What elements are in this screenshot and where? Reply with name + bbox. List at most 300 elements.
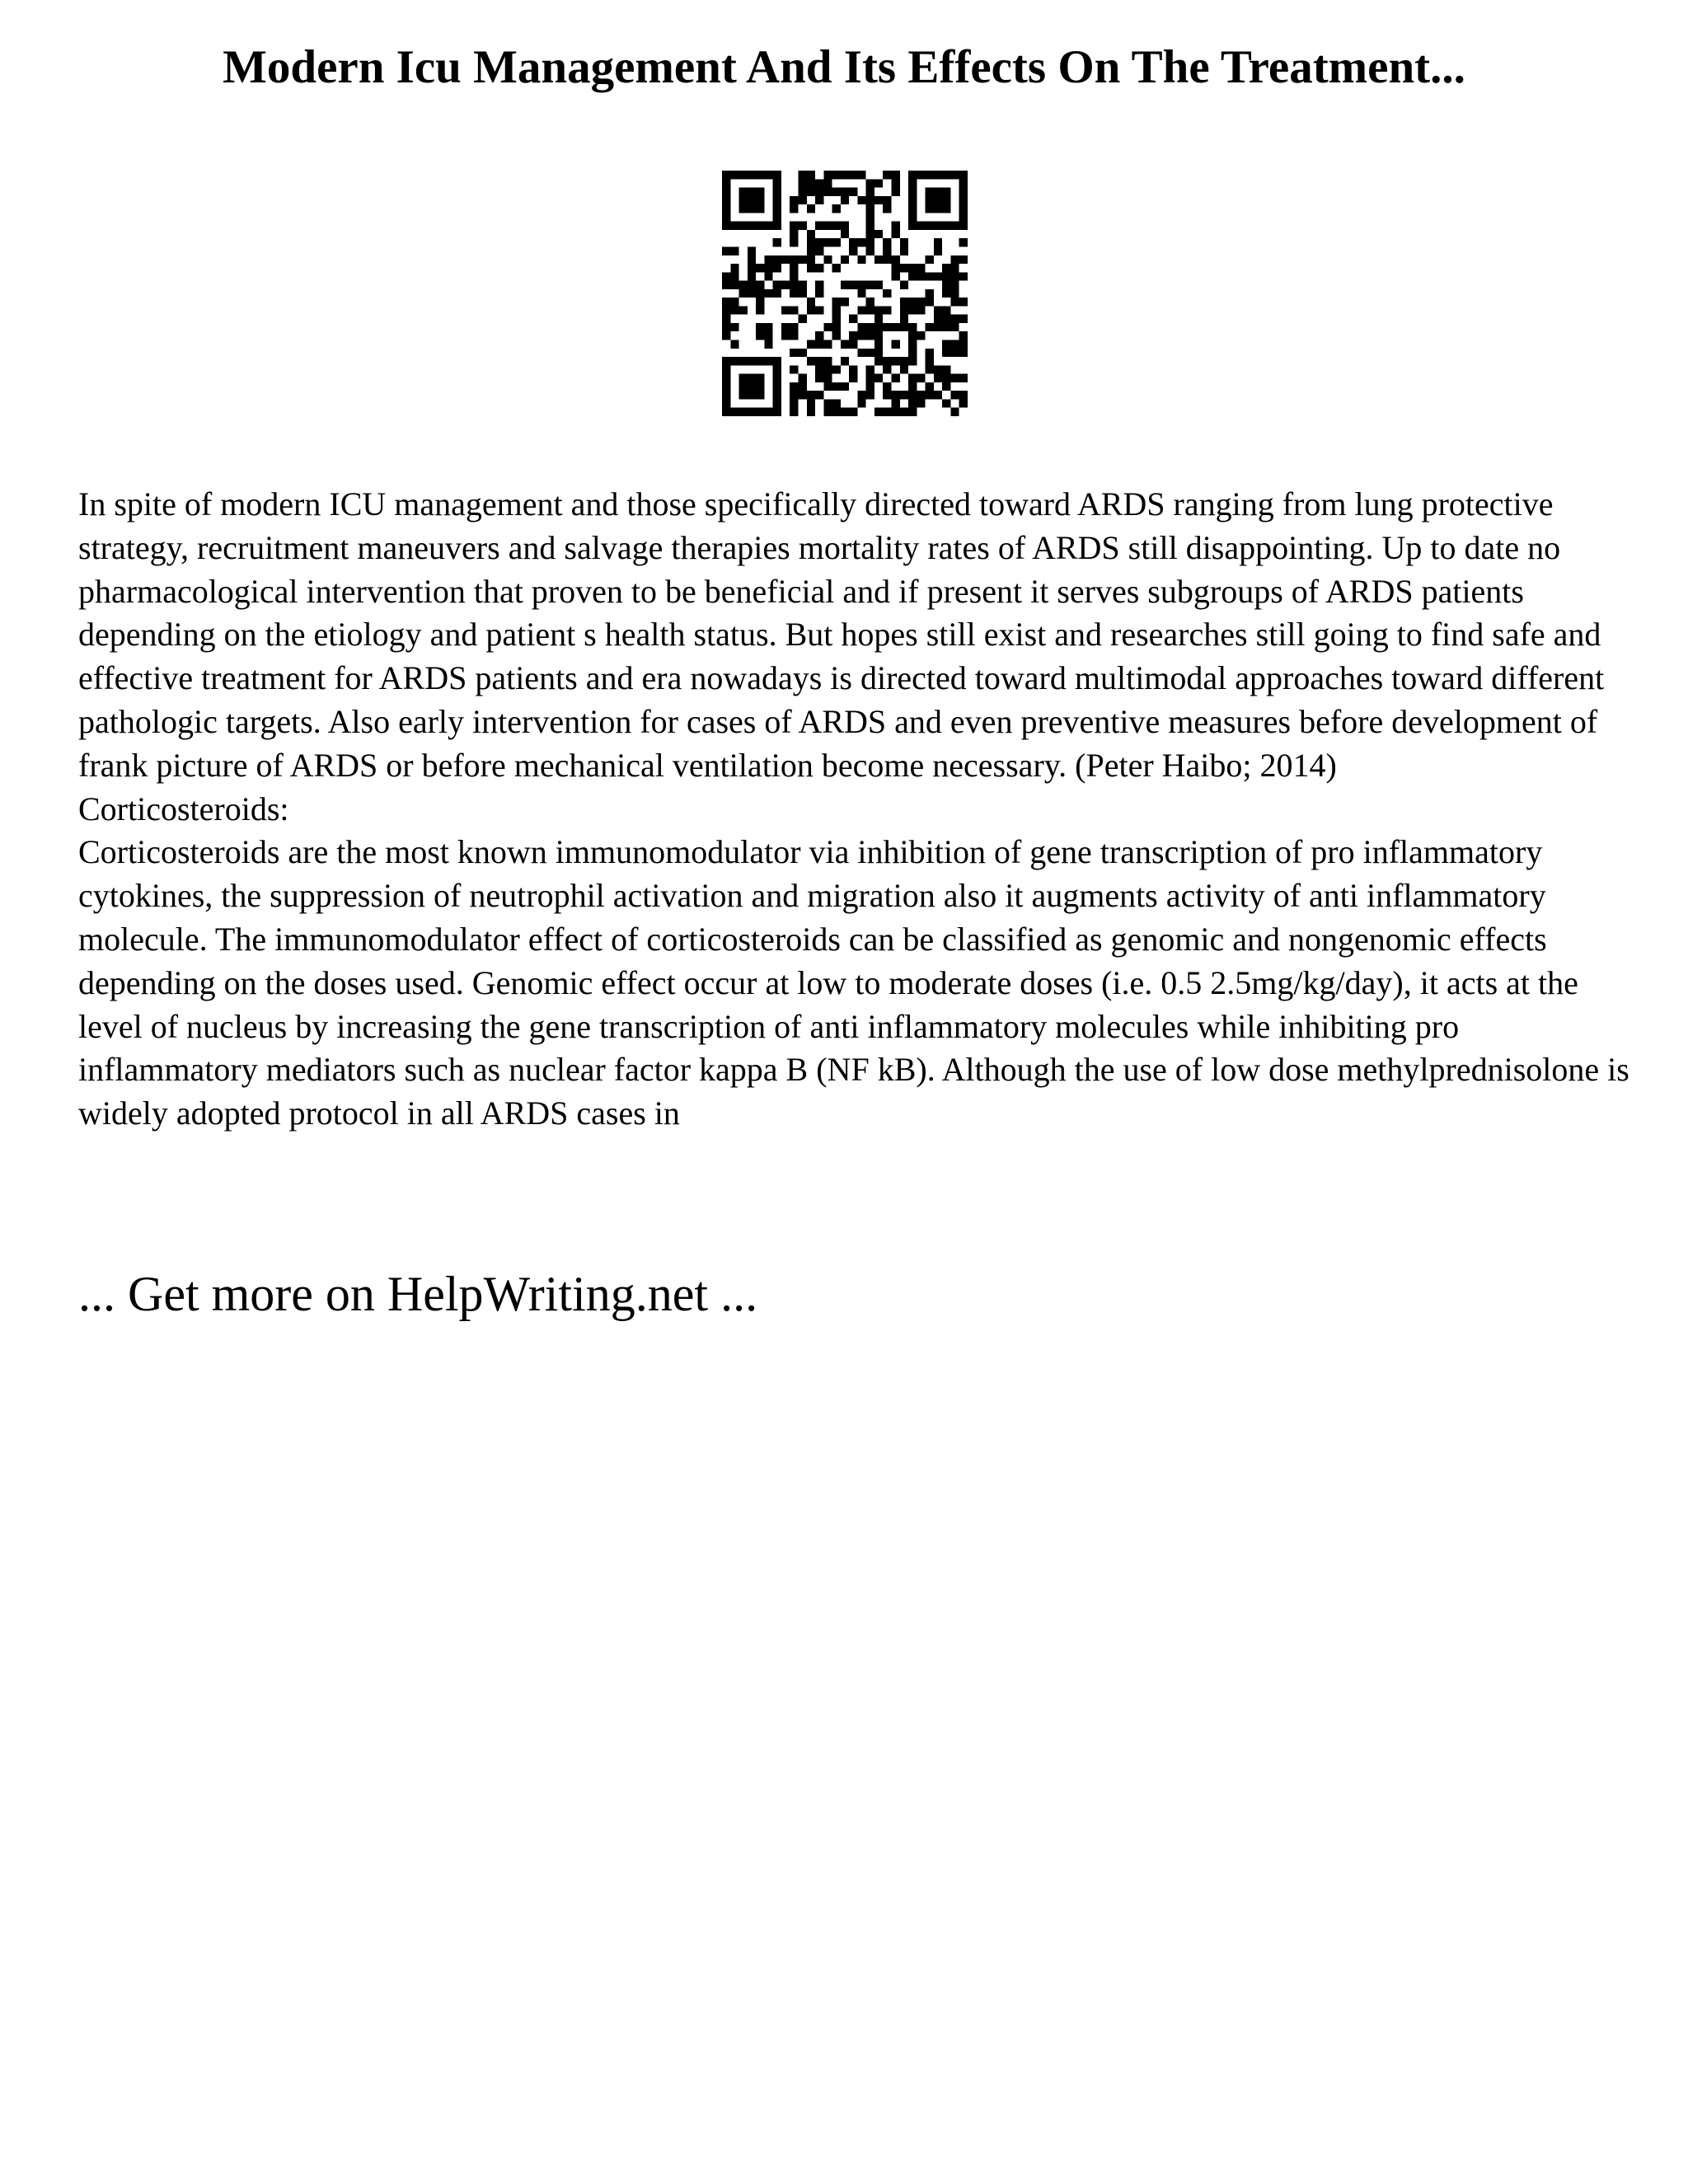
qr-module — [959, 298, 968, 306]
qr-module — [926, 349, 934, 357]
qr-module — [866, 179, 874, 187]
qr-module — [748, 196, 756, 204]
qr-code — [722, 171, 968, 416]
qr-module — [790, 399, 798, 407]
qr-module — [823, 222, 832, 230]
qr-module — [748, 357, 756, 365]
section-heading-corticosteroids: Corticosteroids: — [78, 790, 289, 827]
qr-module — [950, 298, 959, 306]
qr-module — [823, 238, 832, 246]
qr-module — [832, 204, 841, 213]
qr-module — [722, 281, 730, 289]
qr-module — [722, 306, 730, 314]
qr-module — [883, 365, 891, 373]
qr-module — [917, 399, 925, 407]
qr-module — [849, 340, 857, 349]
qr-module — [798, 315, 806, 323]
qr-module — [874, 179, 883, 187]
qr-module — [815, 196, 823, 204]
qr-module — [917, 298, 925, 306]
qr-module — [790, 323, 798, 331]
qr-module — [942, 374, 950, 382]
qr-module — [722, 331, 730, 340]
qr-module — [849, 365, 857, 373]
qr-module — [950, 323, 959, 331]
qr-module — [798, 382, 806, 391]
qr-module — [900, 365, 908, 373]
qr-module — [815, 306, 823, 314]
qr-module — [841, 281, 849, 289]
qr-module — [815, 281, 823, 289]
qr-module — [748, 222, 756, 230]
qr-module — [722, 382, 730, 391]
qr-module — [926, 196, 934, 204]
qr-module — [849, 238, 857, 246]
qr-module — [857, 323, 865, 331]
qr-module — [892, 340, 900, 349]
qr-module — [942, 272, 950, 280]
qr-module — [934, 238, 942, 246]
qr-module — [764, 331, 772, 340]
qr-module — [892, 357, 900, 365]
qr-module — [959, 340, 968, 349]
qr-module — [815, 238, 823, 246]
qr-module — [917, 391, 925, 399]
qr-module — [950, 408, 959, 416]
qr-module — [748, 281, 756, 289]
qr-module — [832, 399, 841, 407]
qr-module — [756, 408, 764, 416]
qr-module — [908, 222, 917, 230]
qr-module — [730, 408, 738, 416]
get-more-link[interactable]: ... Get more on HelpWriting.net ... — [78, 1267, 758, 1321]
qr-module — [934, 306, 942, 314]
qr-module — [908, 399, 917, 407]
qr-module — [908, 323, 917, 331]
qr-module — [807, 264, 815, 272]
qr-module — [807, 255, 815, 264]
qr-module — [739, 188, 748, 196]
qr-module — [942, 340, 950, 349]
qr-module — [722, 374, 730, 382]
qr-module — [798, 196, 806, 204]
qr-module — [756, 357, 764, 365]
qr-module — [883, 204, 891, 213]
qr-module — [942, 204, 950, 213]
qr-module — [950, 171, 959, 179]
qr-module — [866, 349, 874, 357]
qr-module — [908, 179, 917, 187]
qr-module — [807, 188, 815, 196]
qr-module — [823, 323, 832, 331]
qr-module — [959, 331, 968, 340]
qr-module — [959, 374, 968, 382]
qr-module — [959, 188, 968, 196]
qr-module — [823, 171, 832, 179]
qr-module — [807, 306, 815, 314]
qr-module — [849, 374, 857, 382]
qr-module — [722, 213, 730, 221]
qr-module — [832, 171, 841, 179]
qr-module — [866, 374, 874, 382]
qr-module — [807, 298, 815, 306]
qr-module — [832, 408, 841, 416]
qr-module — [823, 340, 832, 349]
qr-module — [756, 306, 764, 314]
qr-module — [815, 289, 823, 298]
qr-module — [730, 171, 738, 179]
qr-module — [823, 255, 832, 264]
qr-module — [756, 298, 764, 306]
qr-module — [739, 281, 748, 289]
qr-module — [798, 281, 806, 289]
qr-module — [892, 230, 900, 238]
qr-module — [739, 171, 748, 179]
qr-module — [942, 306, 950, 314]
qr-module — [883, 289, 891, 298]
qr-module — [815, 331, 823, 340]
qr-module — [900, 281, 908, 289]
qr-module — [866, 323, 874, 331]
qr-module — [892, 188, 900, 196]
qr-module — [900, 264, 908, 272]
qr-module — [823, 399, 832, 407]
qr-module — [841, 382, 849, 391]
qr-module — [934, 272, 942, 280]
qr-module — [773, 196, 781, 204]
qr-module — [790, 349, 798, 357]
qr-module — [807, 230, 815, 238]
qr-module — [917, 374, 925, 382]
qr-module — [739, 222, 748, 230]
qr-module — [722, 188, 730, 196]
qr-module — [892, 264, 900, 272]
qr-module — [773, 255, 781, 264]
qr-module — [874, 349, 883, 357]
qr-module — [823, 179, 832, 187]
qr-module — [883, 357, 891, 365]
qr-module — [756, 289, 764, 298]
qr-module — [857, 399, 865, 407]
qr-module — [815, 188, 823, 196]
qr-module — [773, 382, 781, 391]
qr-module — [781, 323, 790, 331]
qr-module — [832, 298, 841, 306]
qr-module — [730, 264, 738, 272]
qr-module — [798, 391, 806, 399]
qr-module — [892, 255, 900, 264]
qr-module — [790, 264, 798, 272]
qr-module — [950, 281, 959, 289]
qr-module — [773, 264, 781, 272]
qr-module — [722, 204, 730, 213]
qr-module — [908, 264, 917, 272]
qr-module — [926, 298, 934, 306]
qr-module — [756, 188, 764, 196]
qr-module — [959, 196, 968, 204]
qr-module — [739, 204, 748, 213]
qr-module — [942, 171, 950, 179]
qr-module — [722, 357, 730, 365]
qr-module — [748, 289, 756, 298]
qr-module — [866, 196, 874, 204]
qr-module — [883, 382, 891, 391]
qr-module — [892, 391, 900, 399]
qr-module — [748, 204, 756, 213]
qr-module — [866, 222, 874, 230]
qr-module — [815, 374, 823, 382]
qr-module — [934, 315, 942, 323]
qr-module — [917, 272, 925, 280]
qr-module — [908, 204, 917, 213]
qr-module — [866, 188, 874, 196]
qr-module — [756, 171, 764, 179]
qr-module — [849, 171, 857, 179]
qr-module — [942, 399, 950, 407]
qr-module — [722, 246, 730, 255]
qr-module — [823, 382, 832, 391]
qr-module — [892, 323, 900, 331]
qr-module — [857, 349, 865, 357]
qr-module — [722, 408, 730, 416]
qr-module — [739, 391, 748, 399]
qr-module — [892, 171, 900, 179]
qr-module — [908, 408, 917, 416]
qr-module — [857, 281, 865, 289]
qr-module — [841, 357, 849, 365]
qr-module — [926, 222, 934, 230]
qr-module — [857, 196, 865, 204]
qr-module — [730, 323, 738, 331]
qr-module — [866, 246, 874, 255]
qr-module — [832, 222, 841, 230]
qr-module — [781, 255, 790, 264]
qr-module — [950, 374, 959, 382]
qr-module — [764, 408, 772, 416]
qr-module — [926, 171, 934, 179]
qr-module — [773, 213, 781, 221]
qr-module — [773, 281, 781, 289]
qr-module — [959, 255, 968, 264]
qr-module — [764, 171, 772, 179]
qr-module — [942, 365, 950, 373]
qr-module — [874, 331, 883, 340]
qr-module — [790, 289, 798, 298]
qr-module — [730, 222, 738, 230]
qr-module — [730, 357, 738, 365]
qr-module — [798, 374, 806, 382]
qr-module — [748, 264, 756, 272]
qr-module — [739, 382, 748, 391]
qr-module — [857, 331, 865, 340]
qr-module — [942, 264, 950, 272]
qr-module — [807, 391, 815, 399]
qr-module — [866, 298, 874, 306]
qr-module — [874, 255, 883, 264]
qr-module — [883, 171, 891, 179]
qr-module — [722, 315, 730, 323]
qr-code-icon — [722, 171, 968, 416]
qr-module — [773, 374, 781, 382]
qr-module — [756, 374, 764, 382]
qr-module — [883, 246, 891, 255]
qr-module — [841, 340, 849, 349]
qr-module — [866, 204, 874, 213]
qr-module — [900, 357, 908, 365]
qr-module — [798, 171, 806, 179]
qr-module — [950, 391, 959, 399]
page-title: Modern Icu Management And Its Effects On The Treatment... — [223, 41, 1465, 93]
qr-module — [756, 323, 764, 331]
qr-module — [790, 306, 798, 314]
qr-module — [874, 374, 883, 382]
qr-module — [790, 331, 798, 340]
qr-module — [790, 204, 798, 213]
qr-module — [781, 281, 790, 289]
qr-module — [764, 272, 772, 280]
qr-module — [748, 171, 756, 179]
qr-module — [892, 222, 900, 230]
qr-module — [815, 340, 823, 349]
qr-module — [857, 391, 865, 399]
qr-module — [798, 349, 806, 357]
qr-module — [908, 188, 917, 196]
qr-module — [798, 188, 806, 196]
qr-module — [790, 222, 798, 230]
qr-module — [883, 408, 891, 416]
paragraph-intro: In spite of modern ICU management and those specifically directed toward ARDS ranging from lung protective strategy, recruitment maneuvers and salvage therapies mortality rates of ARDS still disappointing. Up to date no pharmacological intervention that proven to be beneficial and if present it serves subgroups of ARDS patients depending on the etiology and patient s health status. But hopes still exist and researches still going to find safe and effective treatment for ARDS patients and era nowadays is directed toward multimodal approaches toward different pathologic targets. Also early intervention for cases of ARDS and even preventive measures before development of frank picture of ARDS or before mechanical ventilation become necessary. (Peter Haibo; 2014) — [78, 485, 1605, 784]
qr-module — [917, 222, 925, 230]
qr-module — [908, 213, 917, 221]
qr-module — [934, 365, 942, 373]
qr-module — [866, 365, 874, 373]
qr-module — [730, 281, 738, 289]
qr-module — [815, 391, 823, 399]
qr-module — [908, 196, 917, 204]
qr-module — [756, 196, 764, 204]
qr-module — [857, 171, 865, 179]
qr-module — [892, 179, 900, 187]
qr-module — [773, 399, 781, 407]
qr-module — [917, 306, 925, 314]
qr-module — [874, 408, 883, 416]
qr-module — [883, 255, 891, 264]
qr-module — [934, 222, 942, 230]
qr-module — [764, 289, 772, 298]
qr-module — [764, 340, 772, 349]
qr-module — [849, 315, 857, 323]
qr-module — [764, 222, 772, 230]
qr-module — [874, 357, 883, 365]
qr-module — [790, 408, 798, 416]
qr-module — [773, 171, 781, 179]
qr-module — [739, 306, 748, 314]
qr-module — [730, 272, 738, 280]
qr-module — [892, 374, 900, 382]
qr-module — [917, 264, 925, 272]
qr-module — [832, 331, 841, 340]
qr-module — [849, 408, 857, 416]
qr-module — [790, 365, 798, 373]
qr-module — [959, 204, 968, 213]
qr-module — [934, 374, 942, 382]
qr-module — [841, 298, 849, 306]
qr-module — [756, 281, 764, 289]
qr-module — [815, 246, 823, 255]
qr-module — [841, 171, 849, 179]
qr-module — [756, 391, 764, 399]
qr-module — [908, 357, 917, 365]
qr-module — [857, 238, 865, 246]
qr-module — [815, 264, 823, 272]
qr-module — [748, 255, 756, 264]
qr-module — [730, 306, 738, 314]
qr-module — [832, 264, 841, 272]
qr-module — [959, 171, 968, 179]
qr-module — [892, 399, 900, 407]
qr-module — [807, 340, 815, 349]
qr-module — [950, 255, 959, 264]
qr-module — [773, 408, 781, 416]
qr-module — [832, 306, 841, 314]
qr-module — [857, 289, 865, 298]
qr-module — [959, 391, 968, 399]
qr-module — [900, 408, 908, 416]
qr-module — [841, 408, 849, 416]
qr-module — [781, 306, 790, 314]
qr-module — [739, 408, 748, 416]
qr-module — [908, 391, 917, 399]
qr-module — [722, 196, 730, 204]
qr-module — [823, 188, 832, 196]
qr-module — [722, 399, 730, 407]
qr-module — [730, 298, 738, 306]
qr-module — [815, 179, 823, 187]
qr-module — [773, 357, 781, 365]
qr-module — [892, 272, 900, 280]
qr-module — [773, 391, 781, 399]
qr-module — [926, 357, 934, 365]
qr-module — [942, 281, 950, 289]
qr-module — [926, 365, 934, 373]
qr-module — [739, 357, 748, 365]
qr-module — [866, 281, 874, 289]
qr-module — [815, 222, 823, 230]
qr-module — [823, 365, 832, 373]
qr-module — [832, 188, 841, 196]
qr-module — [773, 179, 781, 187]
qr-module — [730, 246, 738, 255]
qr-module — [756, 331, 764, 340]
qr-module — [807, 238, 815, 246]
qr-module — [908, 340, 917, 349]
qr-module — [849, 331, 857, 340]
qr-module — [773, 365, 781, 373]
qr-module — [722, 171, 730, 179]
qr-module — [959, 315, 968, 323]
qr-module — [942, 188, 950, 196]
qr-module — [841, 188, 849, 196]
qr-module — [883, 196, 891, 204]
qr-module — [764, 323, 772, 331]
qr-module — [798, 289, 806, 298]
qr-module — [841, 196, 849, 204]
qr-module — [874, 340, 883, 349]
qr-module — [807, 399, 815, 407]
qr-module — [874, 323, 883, 331]
qr-module — [841, 222, 849, 230]
qr-module — [950, 289, 959, 298]
